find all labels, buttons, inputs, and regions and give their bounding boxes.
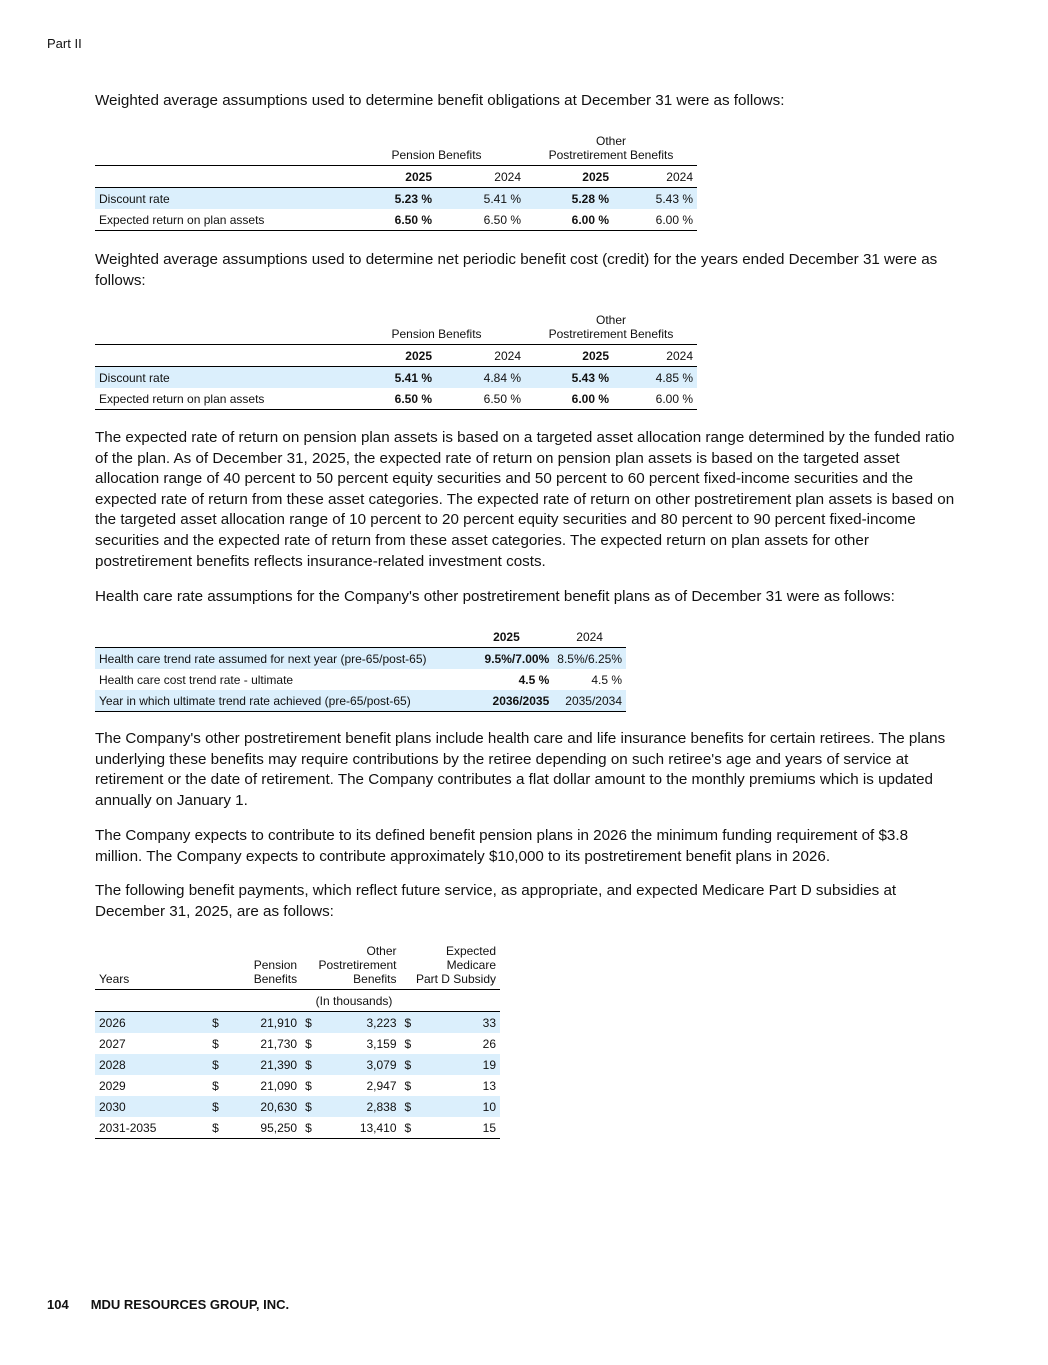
- year-cell: 2031-2035: [95, 1117, 208, 1139]
- header-pension-benefits: Pension Benefits: [391, 327, 482, 341]
- paragraph-benefit-payments-intro: The following benefit payments, which reflect future service, as appropriate, and expected Medicare Part D subsidies at December 31, 2025, are as follows:: [95, 882, 897, 920]
- pension-value: 21,390: [223, 1054, 301, 1075]
- currency-symbol: $: [401, 1012, 416, 1034]
- cell-value: 6.00 %: [613, 209, 697, 231]
- year-header: 2025: [348, 345, 436, 367]
- cell-value: 5.41 %: [436, 188, 525, 210]
- cell-value: 4.5 %: [591, 672, 622, 687]
- company-name: MDU RESOURCES GROUP, INC.: [90, 1297, 290, 1312]
- row-label: Expected return on plan assets: [95, 209, 348, 231]
- paragraph-health-care-intro: Health care rate assumptions for the Company's other postretirement benefit plans as of December 31 were as follows:: [95, 588, 895, 605]
- cell-value: 6.00 %: [525, 209, 613, 231]
- year-header: 2025: [525, 166, 613, 188]
- pension-value: 95,250: [223, 1117, 301, 1139]
- currency-symbol: $: [404, 1078, 412, 1093]
- currency-symbol: $: [212, 1036, 219, 1051]
- cell-value: 5.28 %: [525, 188, 613, 210]
- currency-symbol: $: [401, 1054, 416, 1075]
- currency-symbol: $: [401, 1117, 416, 1139]
- medicare-value: 10: [415, 1096, 500, 1117]
- table-row: [95, 367, 697, 389]
- year-header: 2025: [460, 626, 554, 648]
- currency-symbol: $: [305, 1078, 312, 1093]
- table-row: [95, 388, 697, 410]
- medicare-value: 13: [482, 1078, 496, 1093]
- year-header: 2025: [348, 166, 436, 188]
- benefit-obligations-table: [95, 134, 697, 231]
- row-label: Discount rate: [95, 188, 348, 210]
- year-header: 2024: [613, 345, 697, 367]
- table-row: [95, 1117, 500, 1139]
- paragraph-net-periodic-cost-intro: Weighted average assumptions used to determine net periodic benefit cost (credit) for the years ended December 31 were as follows:: [95, 251, 938, 289]
- currency-symbol: $: [208, 1117, 223, 1139]
- year-header: 2024: [613, 166, 697, 188]
- header-pension-benefits: Pension Benefits: [391, 148, 482, 162]
- cell-value: 6.50 %: [436, 388, 525, 410]
- cell-value: 8.5%/6.25%: [553, 648, 626, 670]
- benefit-payments-table: [95, 944, 500, 1139]
- column-header-other-postretirement: Other Postretirement Benefits: [318, 944, 397, 986]
- currency-symbol: $: [208, 1096, 223, 1117]
- row-label: Discount rate: [95, 367, 348, 389]
- cell-value: 4.5 %: [518, 672, 550, 687]
- pension-value: 21,090: [260, 1078, 298, 1093]
- paragraph-benefit-obligations-intro: Weighted average assumptions used to determine benefit obligations at December 31 were as follows:: [95, 92, 785, 109]
- row-label: Health care trend rate assumed for next year (pre-65/post-65): [95, 648, 460, 670]
- table-row: [95, 669, 626, 690]
- other-value: 3,223: [316, 1012, 401, 1034]
- cell-value: 6.50 %: [436, 209, 525, 231]
- net-periodic-cost-table: [95, 313, 697, 410]
- year-cell: 2026: [95, 1012, 208, 1034]
- row-label: Expected return on plan assets: [95, 388, 348, 410]
- part-label: Part II: [47, 36, 82, 51]
- cell-value: 6.50 %: [348, 209, 436, 231]
- page-number: 104: [47, 1297, 69, 1312]
- cell-value: 6.00 %: [613, 388, 697, 410]
- currency-symbol: $: [301, 1054, 316, 1075]
- year-header: 2024: [436, 166, 525, 188]
- currency-symbol: $: [212, 1078, 219, 1093]
- pension-value: 21,910: [223, 1012, 301, 1034]
- year-header: 2025: [525, 345, 613, 367]
- medicare-value: 26: [482, 1036, 496, 1051]
- row-label: Health care cost trend rate - ultimate: [99, 672, 294, 687]
- other-value: 2,947: [366, 1078, 397, 1093]
- pension-value: 21,730: [260, 1036, 298, 1051]
- cell-value: 5.41 %: [348, 367, 436, 389]
- paragraph-expected-return: The expected rate of return on pension plan assets is based on a targeted asset allocation range determined by the funded ratio of the plan. As of December 31, 2025, the expected rate of return on pension plan assets is based on the targeted asset allocation range of 40 percent to 50 percent equity securities and 50 percent to 60 percent fixed-income securities and the expected rate of return from these asset categories. The expected rate of return on other postretirement plan assets is based on the targeted asset allocation range of 10 percent to 20 percent equity securities and 80 percent to 90 percent fixed-income securities and the expected rate of return from these asset categories. The expected return on plan assets for other postretirement benefits reflects insurance-related investment costs.: [95, 429, 955, 570]
- table-row: [95, 690, 626, 712]
- medicare-value: 19: [415, 1054, 500, 1075]
- paragraph-postretirement-plans: The Company's other postretirement benefit plans include health care and life insurance benefits for certain retirees. The plans underlying these benefits may require contributions by the retiree depending on such retiree's age and years of service at retirement or the date of retirement. The Company contributes a flat dollar amount to the monthly premiums which is updated annually on January 1.: [95, 730, 946, 809]
- currency-symbol: $: [404, 1036, 412, 1051]
- table-row: [95, 1012, 500, 1034]
- table-row: [95, 1075, 500, 1096]
- year-header: 2024: [436, 345, 525, 367]
- table-row: [95, 188, 697, 210]
- cell-value: 2035/2034: [553, 690, 626, 712]
- currency-symbol: $: [208, 1012, 223, 1034]
- cell-value: 5.43 %: [613, 188, 697, 210]
- table-row: [95, 209, 697, 231]
- column-header-years: Years: [99, 972, 130, 986]
- table-row: [95, 648, 626, 670]
- medicare-value: 33: [415, 1012, 500, 1034]
- cell-value: 9.5%/7.00%: [460, 648, 554, 670]
- cell-value: 6.00 %: [525, 388, 613, 410]
- currency-symbol: $: [401, 1096, 416, 1117]
- currency-symbol: $: [301, 1096, 316, 1117]
- cell-value: 2036/2035: [460, 690, 554, 712]
- cell-value: 4.85 %: [613, 367, 697, 389]
- currency-symbol: $: [208, 1054, 223, 1075]
- currency-symbol: $: [301, 1012, 316, 1034]
- cell-value: 5.43 %: [525, 367, 613, 389]
- page-footer: [47, 1297, 311, 1312]
- cell-value: 6.50 %: [348, 388, 436, 410]
- year-header: 2024: [553, 626, 626, 648]
- other-value: 3,159: [366, 1036, 397, 1051]
- year-cell: 2030: [95, 1096, 208, 1117]
- medicare-value: 15: [415, 1117, 500, 1139]
- cell-value: 4.84 %: [436, 367, 525, 389]
- paragraph-contributions: The Company expects to contribute to its defined benefit pension plans in 2026 the minimum funding requirement of $3.8 million. The Company expects to contribute approximately $10,000 to its postretirement benefit plans in 2026.: [95, 827, 909, 865]
- units-label: (In thousands): [208, 990, 500, 1012]
- pension-value: 20,630: [223, 1096, 301, 1117]
- health-care-rate-table: [95, 626, 626, 712]
- cell-value: 5.23 %: [348, 188, 436, 210]
- column-header-medicare-subsidy: Expected Medicare Part D Subsidy: [415, 944, 496, 986]
- table-row: [95, 1033, 500, 1054]
- other-value: 2,838: [316, 1096, 401, 1117]
- other-value: 3,079: [316, 1054, 401, 1075]
- column-header-pension: Pension Benefits: [253, 958, 298, 986]
- header-other-postretirement: Other Postretirement Benefits: [548, 134, 674, 162]
- year-cell: 2029: [99, 1078, 126, 1093]
- currency-symbol: $: [301, 1117, 316, 1139]
- row-label: Year in which ultimate trend rate achieved (pre-65/post-65): [95, 690, 460, 712]
- table-row: [95, 1096, 500, 1117]
- year-cell: 2028: [95, 1054, 208, 1075]
- other-value: 13,410: [316, 1117, 401, 1139]
- table-row: [95, 1054, 500, 1075]
- currency-symbol: $: [305, 1036, 312, 1051]
- year-cell: 2027: [99, 1036, 126, 1051]
- header-other-postretirement: Other Postretirement Benefits: [548, 313, 674, 341]
